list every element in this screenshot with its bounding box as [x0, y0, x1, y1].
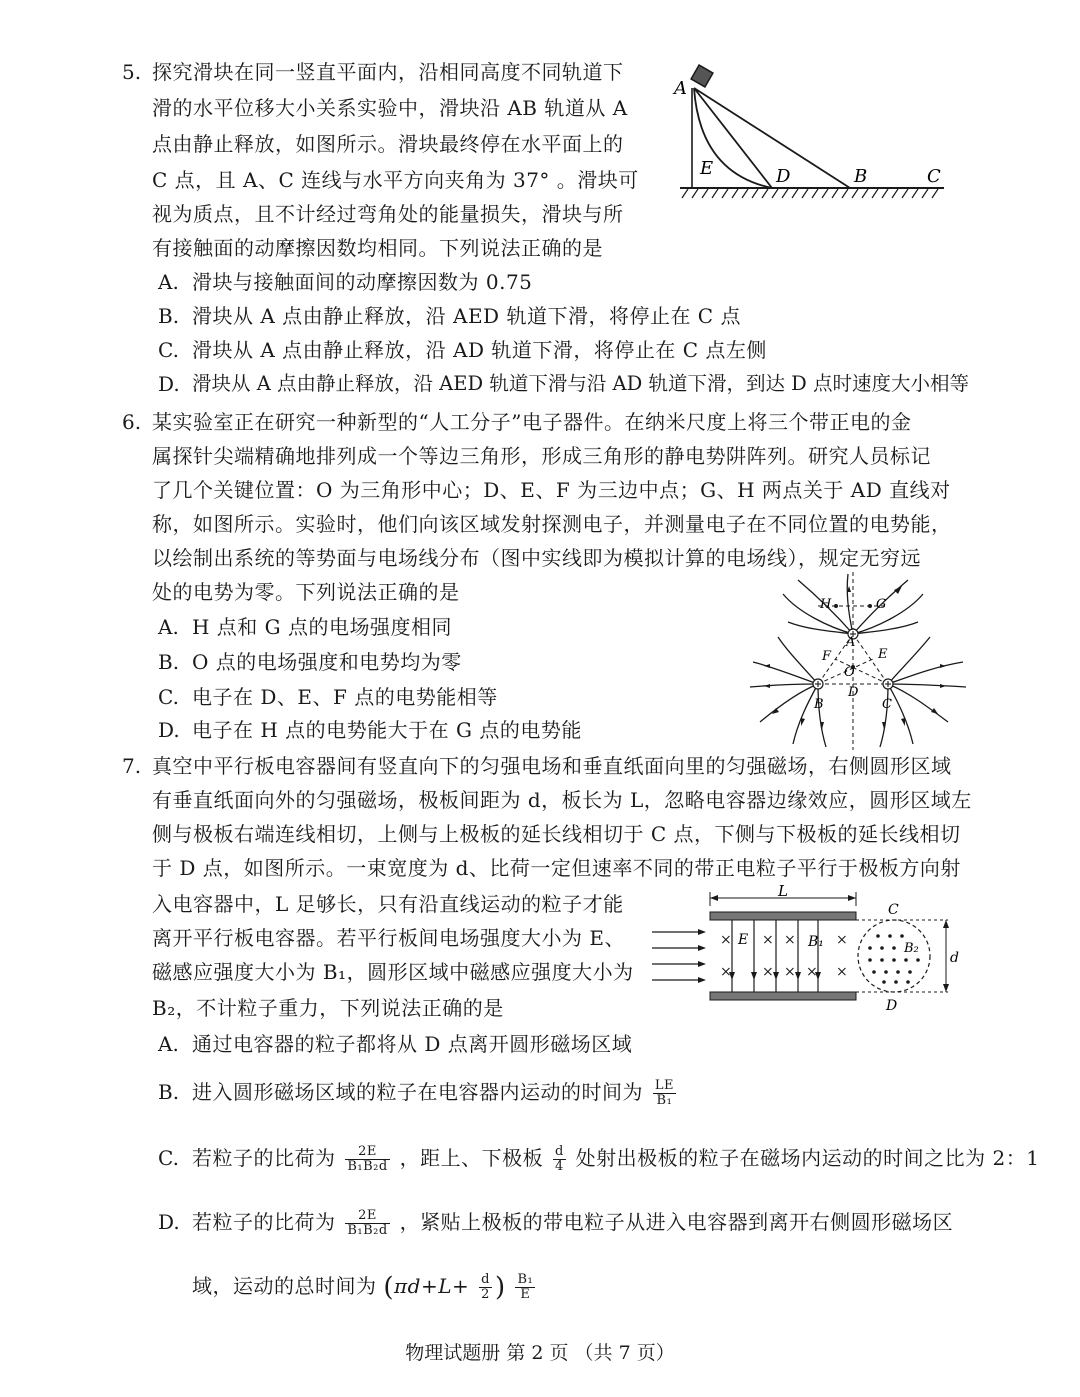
q6-label-f: F: [822, 649, 832, 664]
svg-text:×: ×: [762, 964, 774, 980]
q5-option-c-letter: C.: [158, 338, 179, 362]
q5-option-b: 滑块从 A 点由静止释放，沿 AED 轨道下滑，将停止在 C 点: [192, 304, 741, 328]
q6-line-3: 了几个关键位置：O 为三角形中心；D、E、F 为三边中点；G、H 两点关于 AD 直线对: [152, 478, 951, 502]
q6-option-c-letter: C.: [158, 685, 179, 709]
q7-option-d-frac2-num: d: [481, 1272, 490, 1287]
q7-option-d-line2: [192, 1272, 538, 1302]
q7-option-d-frac-num: 2E: [345, 1209, 389, 1224]
q7-line-1: 真空中平行板电容器间有竖直向下的匀强电场和垂直纸面向里的匀强磁场，右侧圆形区域: [152, 754, 952, 778]
q7-option-b-frac-num: LE: [654, 1078, 674, 1093]
svg-text:×: ×: [784, 964, 796, 980]
q6-option-b-letter: B.: [158, 650, 180, 674]
q7-option-a: 通过电容器的粒子都将从 D 点离开圆形磁场区域: [192, 1032, 633, 1056]
q6-figure: [748, 572, 968, 750]
q7-option-c-frac1-den: B₁B₂d: [347, 1159, 388, 1174]
q7-line-4: 于 D 点，如图所示。一束宽度为 d、比荷一定但速率不同的带正电粒子平行于极板方向射: [152, 856, 961, 880]
q7-label-b1: B₁: [808, 934, 824, 950]
q7-option-d: [192, 1208, 953, 1238]
q7-option-d-pre: 若粒子的比荷为: [192, 1210, 336, 1234]
q7-option-c-pre: 若粒子的比荷为: [192, 1146, 336, 1170]
q5-option-b-letter: B.: [158, 304, 180, 328]
q5-number: 5.: [122, 60, 142, 84]
q7-option-b-text: 进入圆形磁场区域的粒子在电容器内运动的时间为: [192, 1080, 643, 1104]
q6-line-4: 称，如图所示。实验时，他们向该区域发射探测电子，并测量电子在不同位置的电势能，: [152, 512, 952, 536]
q6-option-b: O 点的电场强度和电势均为零: [192, 650, 462, 674]
q7-line-5: 入电容器中，L 足够长，只有沿直线运动的粒子才能: [152, 892, 624, 916]
q7-option-d-fraction: [345, 1209, 389, 1238]
q5-option-c: 滑块从 A 点由静止释放，沿 AD 轨道下滑，将停止在 C 点左侧: [192, 338, 767, 362]
q7-option-a-letter: A.: [158, 1032, 179, 1056]
q7-line-7: 磁感应强度大小为 B₁，圆形区域中磁感应强度大小为: [152, 960, 634, 984]
q6-label-h: H: [820, 597, 832, 612]
q5-line-6: 有接触面的动摩擦因数均相同。下列说法正确的是: [152, 236, 603, 260]
q7-option-d-fraction-2: [479, 1273, 492, 1302]
q7-option-d-letter: D.: [158, 1210, 180, 1234]
q7-label-b2: B₂: [904, 941, 919, 956]
q7-figure: [648, 884, 968, 1012]
q6-label-a: A: [846, 635, 856, 650]
q7-number: 7.: [122, 754, 142, 778]
q7-line-3: 侧与极板右端连线相切，上侧与上极板的延长线相切于 C 点，下侧与下极板的延长线相切: [152, 822, 961, 846]
q6-line-1: 某实验室正在研究一种新型的“人工分子”电子器件。在纳米尺度上将三个带正电的金: [152, 410, 912, 434]
q5-line-2: 滑的水平位移大小关系实验中，滑块沿 AB 轨道从 A: [152, 96, 628, 120]
q5-figure: [672, 58, 952, 208]
q7-option-c-fraction-1: [345, 1145, 389, 1174]
q7-option-d-expr: πd+L+: [394, 1274, 470, 1298]
q7-option-d-post: ，紧贴上极板的带电粒子从进入电容器到离开右侧圆形磁场区: [399, 1210, 954, 1234]
q7-option-b-letter: B.: [158, 1080, 180, 1104]
svg-text:×: ×: [784, 932, 796, 948]
q7-option-c-frac2-num: d: [554, 1144, 564, 1159]
q5-label-e: E: [700, 158, 714, 179]
q5-option-d: 滑块从 A 点由静止释放，沿 AED 轨道下滑与沿 AD 轨道下滑，到达 D 点时速度大小相等: [192, 372, 969, 395]
q6-label-g: G: [876, 597, 887, 612]
q7-line-2: 有垂直纸面向外的匀强磁场，极板间距为 d，板长为 L，忽略电容器边缘效应，圆形区域左: [152, 788, 972, 812]
q7-label-d: D: [886, 998, 898, 1012]
q7-option-b-fraction: [653, 1079, 676, 1108]
q6-label-b: B: [814, 697, 824, 712]
q7-option-d-paren-open: (: [383, 1272, 395, 1303]
svg-text:×: ×: [720, 932, 732, 948]
q7-line-8: B₂，不计粒子重力，下列说法正确的是: [152, 996, 504, 1020]
q7-option-d-frac2-den: 2: [481, 1287, 490, 1302]
q7-label-c: C: [888, 902, 899, 918]
q7-option-c-fraction-2: [553, 1145, 566, 1174]
q6-number: 6.: [122, 410, 142, 434]
q5-label-b: B: [854, 166, 868, 187]
q6-line-6: 处的电势为零。下列说法正确的是: [152, 580, 460, 604]
q7-option-d-paren-close: ): [494, 1272, 506, 1303]
q7-option-d-fraction-3: [515, 1273, 535, 1302]
svg-text:×: ×: [762, 932, 774, 948]
q6-option-a-letter: A.: [158, 615, 179, 639]
q5-line-5: 视为质点，且不计经过弯角处的能量损失，滑块与所: [152, 202, 624, 226]
q5-option-a-letter: A.: [158, 270, 179, 294]
q6-option-c: 电子在 D、E、F 点的电势能相等: [192, 685, 498, 709]
q7-option-c-mid: ，距上、下极板: [399, 1146, 544, 1170]
q7-option-c-post: 处射出极板的粒子在磁场内运动的时间之比为 2：1: [575, 1146, 1040, 1170]
q6-label-o: O: [844, 665, 855, 680]
q5-line-4: C 点，且 A、C 连线与水平方向夹角为 37° 。滑块可: [152, 168, 639, 192]
q5-label-a: A: [674, 78, 687, 99]
q5-option-d-letter: D.: [158, 372, 180, 396]
q7-line-6: 离开平行板电容器。若平行板间电场强度大小为 E、: [152, 926, 625, 950]
q6-option-a: H 点和 G 点的电场强度相同: [192, 615, 452, 639]
svg-text:×: ×: [806, 964, 818, 980]
q7-option-d-frac3-num: B₁: [517, 1272, 534, 1287]
q5-label-d: D: [776, 166, 791, 187]
svg-text:×: ×: [720, 964, 732, 980]
q5-line-1: 探究滑块在同一竖直平面内，沿相同高度不同轨道下: [152, 60, 624, 84]
q7-option-d-frac-den: B₁B₂d: [347, 1223, 388, 1238]
q7-label-e: E: [738, 932, 749, 948]
q6-label-d: D: [848, 685, 859, 700]
q7-option-b-frac-den: B₁: [656, 1093, 673, 1108]
svg-text:×: ×: [836, 964, 848, 980]
q7-option-c-frac1-num: 2E: [345, 1145, 389, 1160]
q6-line-5: 以绘制出系统的等势面与电场线分布（图中实线即为模拟计算的电场线），规定无穷远: [152, 546, 921, 570]
q7-option-d-line2-pre: 域，运动的总时间为: [192, 1274, 377, 1298]
q6-option-d: 电子在 H 点的电势能大于在 G 点的电势能: [192, 718, 582, 742]
q7-option-d-frac3-den: E: [520, 1287, 531, 1302]
q7-option-c-letter: C.: [158, 1146, 179, 1170]
q5-line-3: 点由静止释放，如图所示。滑块最终停在水平面上的: [152, 132, 624, 156]
q7-label-l: L: [778, 884, 788, 900]
q6-label-c: C: [882, 697, 892, 712]
q7-option-c: [192, 1144, 1039, 1174]
q6-label-e: E: [878, 647, 888, 662]
q6-line-2: 属探针尖端精确地排列成一个等边三角形，形成三角形的静电势阱阵列。研究人员标记: [152, 444, 931, 468]
q7-option-c-frac2-den: 4: [554, 1159, 564, 1174]
page-footer: 物理试题册 第 2 页 （共 7 页）: [405, 1342, 675, 1364]
q5-label-c: C: [927, 166, 941, 187]
svg-text:×: ×: [836, 932, 848, 948]
q7-option-b: [192, 1078, 679, 1108]
q5-option-a: 滑块与接触面间的动摩擦因数为 0.75: [192, 270, 533, 294]
q7-label-d-dim: d: [950, 950, 959, 966]
q6-option-d-letter: D.: [158, 718, 180, 742]
